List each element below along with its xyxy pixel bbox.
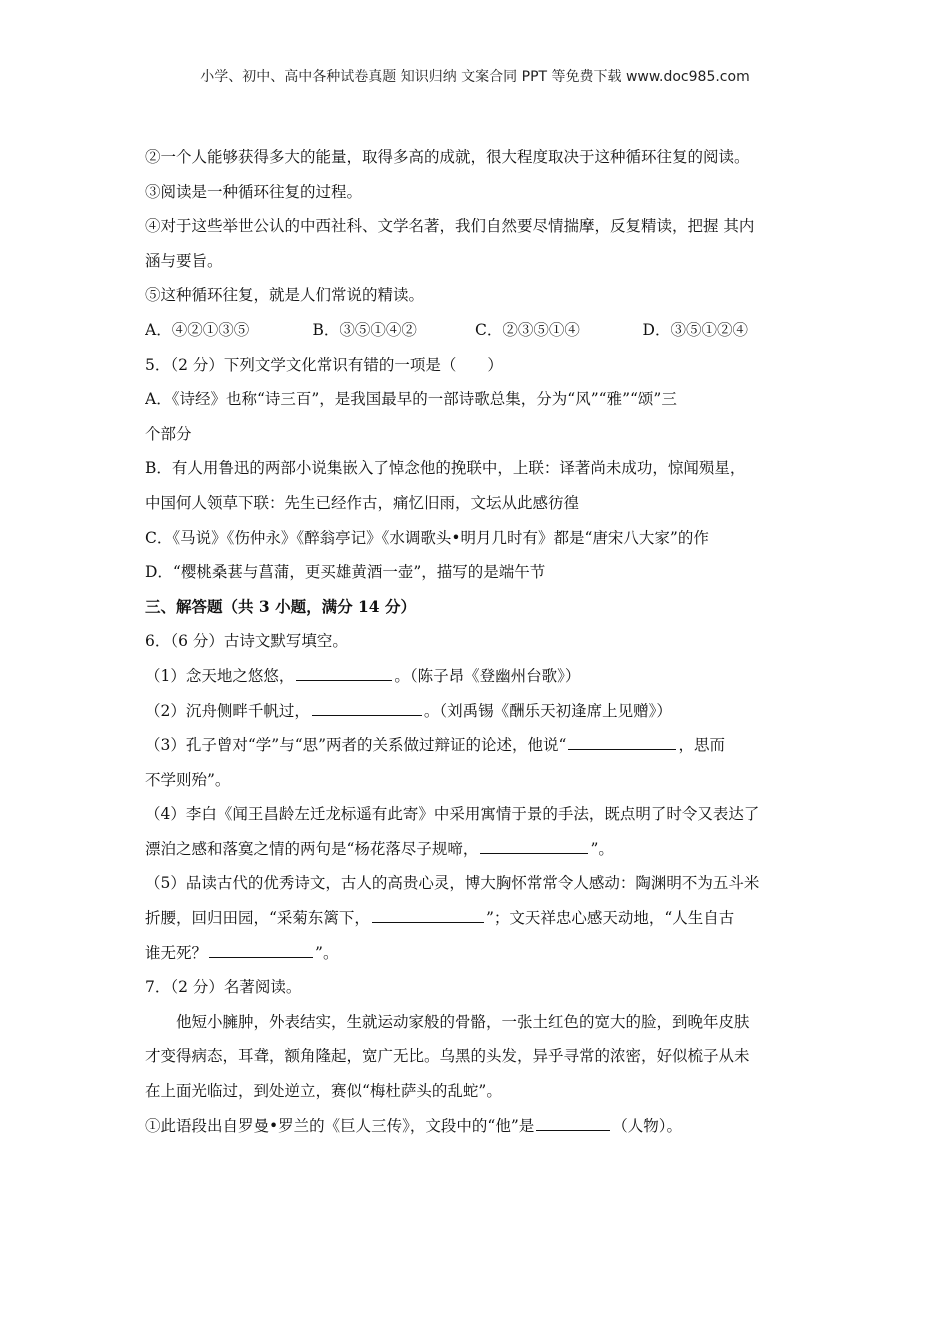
q5-option-b-line1: B．有人用鲁迅的两部小说集嵌入了悼念他的挽联中，上联：译著尚未成功，惊闻殒星， [145, 459, 746, 478]
section-title: 三、解答题（共 3 小题，满分 14 分） [145, 596, 416, 616]
q6-part-5-text3: 谁无死？ [145, 943, 208, 962]
q6-part-4: （4）李白《闻王昌龄左迁龙标遥有此寄》中采用寓情于景的手法，既点明了时令又表达了 [145, 805, 760, 824]
q4-options [145, 313, 810, 348]
q5-option-d: D．“樱桃桑葚与菖蒲，更买雄黄酒一壶”，描写的是端午节 [145, 563, 546, 582]
q4-sentence-3: ③阅读是一种循环往复的过程。 [145, 182, 363, 201]
q6-part-5-text1: 折腰，回归田园，“采菊东篱下， [145, 909, 370, 928]
q6-part-1-text: （1）念天地之悠悠， [145, 666, 295, 685]
q6-part-3 [145, 728, 810, 763]
q6-part-4-tail: ”。 [590, 839, 614, 858]
q7-passage-line2: 才变得病态，耳聋，额角隆起，宽广无比。乌黑的头发，异乎寻常的浓密，好似梳子从未 [145, 1047, 750, 1066]
q4-option-b: B．③⑤①④② [312, 320, 417, 339]
q4-sentence-4a: ④对于这些举世公认的中西社科、文学名著，我们自然要尽情揣摩，反复精读，把握 其内 [145, 217, 755, 236]
q4-sentence-5: ⑤这种循环往复，就是人们常说的精读。 [145, 286, 425, 305]
q6-part-3-tail: ，思而 [678, 736, 725, 755]
answer-blank [209, 940, 313, 958]
q5-option-a-line1: A．《诗经》也称“诗三百”，是我国最早的一部诗歌总集，分为“风”“雅”“颂”三 [145, 390, 677, 409]
q6-part-5-text2: ”；文天祥忠心感天动地，“人生自古 [485, 909, 735, 928]
answer-blank [372, 905, 484, 923]
q6-part-3-cont: 不学则殆”。 [145, 770, 231, 789]
answer-blank [536, 1113, 610, 1131]
q6-part-4-text: 漂泊之感和落寞之情的两句是“杨花落尽子规啼， [145, 839, 479, 858]
q6-part-1 [145, 659, 810, 694]
q4-option-a: A．④②①③⑤ [145, 320, 250, 339]
q7-sub-question-1-tail: （人物）。 [612, 1116, 683, 1135]
answer-blank [296, 663, 392, 681]
q5-stem: 5．（2 分）下列文学文化常识有错的一项是（ ） [145, 355, 503, 374]
q6-part-5: （5）品读古代的优秀诗文，古人的高贵心灵，博大胸怀常常令人感动：陶渊明不为五斗米 [145, 874, 760, 893]
q5-option-a-line2: 个部分 [145, 424, 192, 443]
page-header: 小学、初中、高中各种试卷真题 知识归纳 文案合同 PPT 等免费下载 www.doc985.com [200, 69, 750, 85]
answer-blank [480, 836, 588, 854]
q7-sub-question-1 [145, 1109, 810, 1144]
q6-part-5-cont2 [145, 936, 810, 971]
q6-part-4-cont [145, 832, 810, 867]
q6-part-2 [145, 694, 810, 729]
document-body [145, 140, 810, 1143]
answer-blank [312, 698, 422, 716]
q4-option-d: D．③⑤①②④ [642, 320, 748, 339]
q6-part-2-text: （2）沉舟侧畔千帆过， [145, 701, 310, 720]
answer-blank [568, 732, 676, 750]
q5-option-b-line2: 中国何人领草下联：先生已经作古，痛忆旧雨，文坛从此感彷徨 [145, 493, 580, 512]
q6-stem: 6．（6 分）古诗文默写填空。 [145, 632, 348, 651]
q7-passage-line1: 他短小臃肿，外表结实，生就运动家般的骨骼，一张土红色的宽大的脸，到晚年皮肤 [176, 1012, 750, 1031]
q6-part-3-text: （3）孔子曾对“学”与“思”两者的关系做过辩证的论述，他说“ [145, 736, 567, 755]
q6-part-2-source: 。（刘禹锡《酬乐天初逢席上见赠》） [423, 701, 672, 720]
q7-stem: 7．（2 分）名著阅读。 [145, 978, 302, 997]
q6-part-1-source: 。（陈子昂《登幽州台歌》） [394, 666, 581, 685]
q7-sub-question-1-text: ①此语段出自罗曼•罗兰的《巨人三传》，文段中的“他”是 [145, 1116, 535, 1135]
q6-part-5-cont1 [145, 901, 810, 936]
q7-passage-line3: 在上面光临过，到处逆立，赛似“梅杜萨头的乱蛇”。 [145, 1082, 502, 1101]
q4-option-c: C．②③⑤①④ [475, 320, 580, 339]
q4-sentence-4b: 涵与要旨。 [145, 251, 223, 270]
q4-sentence-2: ②一个人能够获得多大的能量，取得多高的成就，很大程度取决于这种循环往复的阅读。 [145, 148, 750, 166]
q6-part-5-tail: ”。 [315, 943, 339, 962]
q5-option-c: C．《马说》《伤仲永》《醉翁亭记》《水调歌头•明月几时有》都是“唐宋八大家”的作 [145, 528, 709, 547]
